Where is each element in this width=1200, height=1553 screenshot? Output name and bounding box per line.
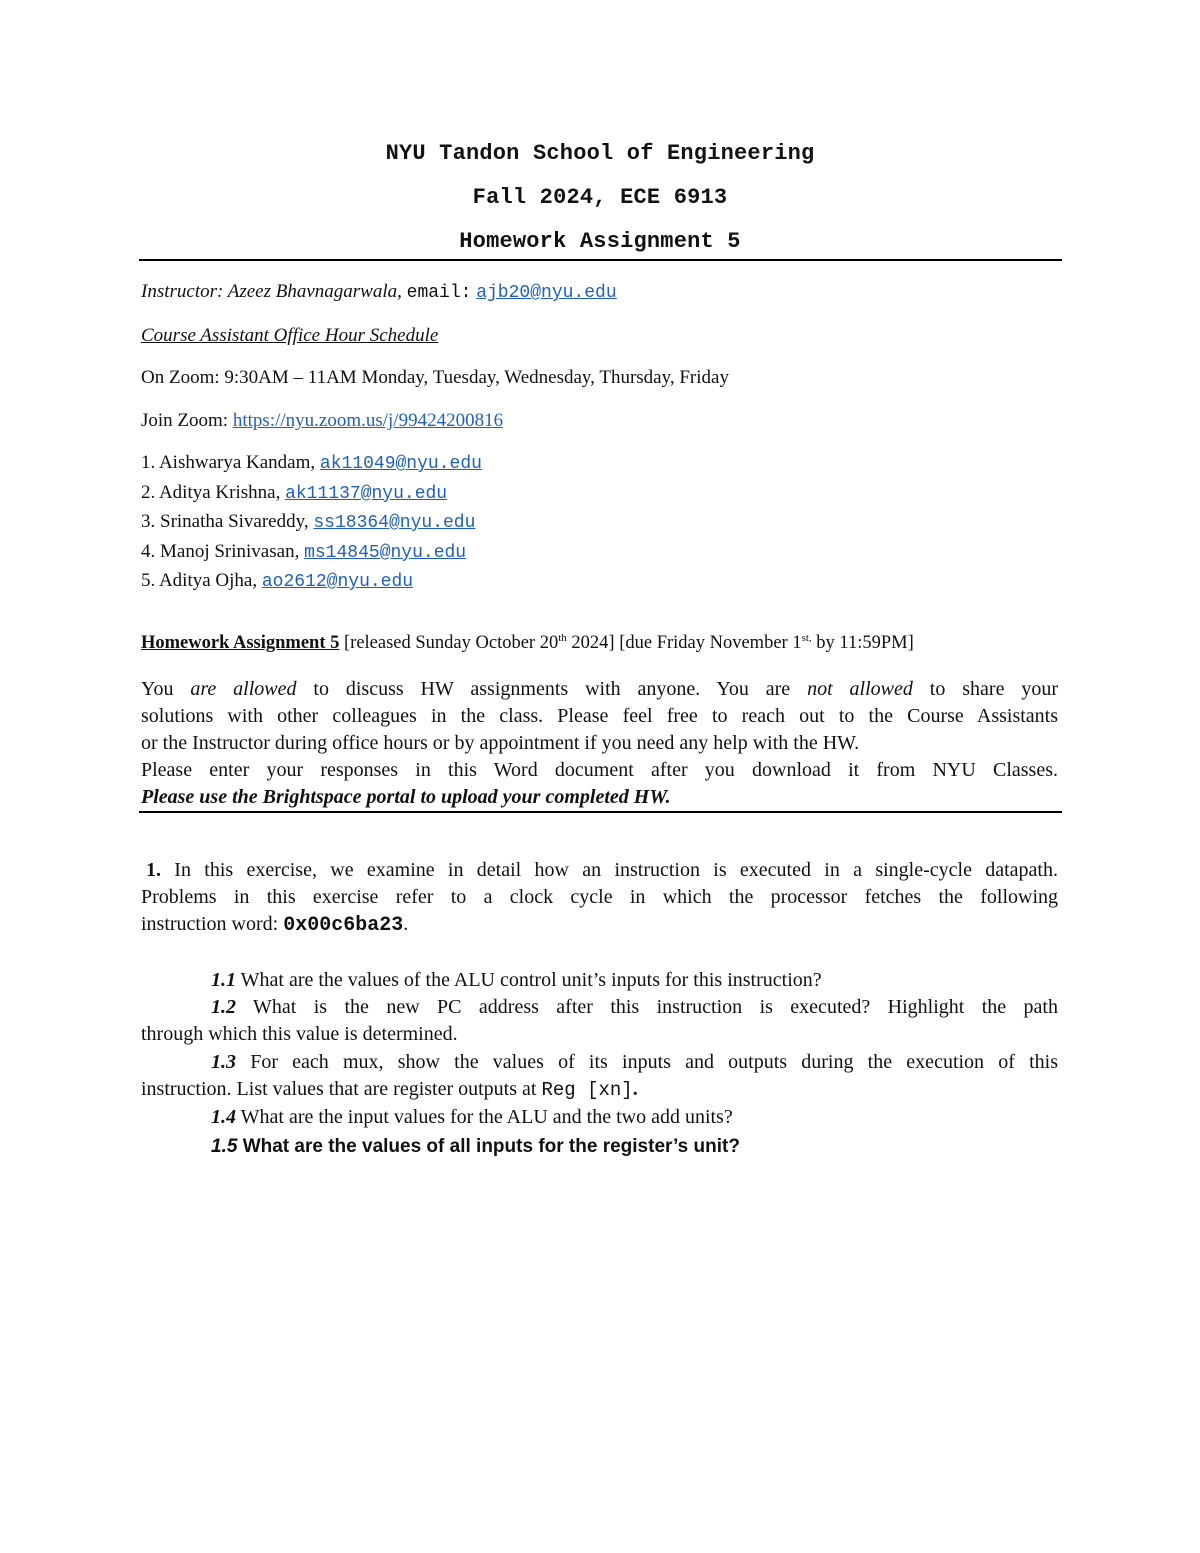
list-item (141, 479, 482, 509)
zoom-link[interactable]: https://nyu.zoom.us/j/99424200816 (232, 410, 504, 431)
list-item (141, 449, 482, 479)
join-zoom-line (141, 410, 503, 432)
question-1-2: 1.2 What is the new PC address after this instruction is executed? Highlight the path through which this value is determined. (141, 996, 1058, 1045)
policy-divider (139, 811, 1062, 813)
exercise-line-2: Problems in this exercise refer to a clock cycle in which the processor fetches the following (141, 886, 1058, 908)
list-item (141, 538, 482, 568)
register-code: Reg [xn] (541, 1079, 633, 1101)
question-label: 1.3 (211, 1051, 236, 1073)
list-number: 5. (141, 570, 156, 591)
hw-release-line (141, 633, 914, 654)
policy-paragraph (141, 676, 1058, 811)
question-1-5: 1.5 What are the values of all inputs for the register’s unit? (211, 1136, 740, 1157)
instruction-word: 0x00c6ba23 (283, 914, 404, 937)
question-label: 1.5 (211, 1136, 238, 1157)
office-hours-heading: Course Assistant Office Hour Schedule (141, 325, 439, 346)
question-1-3: 1.3 For each mux, show the values of its inputs and outputs during the execution of this instruction. List values that are register outputs at Reg [xn]. (141, 1051, 1058, 1101)
instructor-name: Instructor: Azeez Bhavnagarwala, (141, 281, 402, 302)
list-item (141, 508, 482, 538)
assistant-name: Manoj Srinivasan, (160, 540, 300, 562)
question-label: 1.2 (211, 996, 236, 1018)
school-title: NYU Tandon School of Engineering (385, 141, 815, 166)
policy-line-2: solutions with other colleagues in the class. Please feel free to reach out to the Course Assistants (141, 705, 1058, 727)
zoom-schedule: On Zoom: 9:30AM – 11AM Monday, Tuesday, Wednesday, Thursday, Friday (141, 367, 729, 388)
list-number: 1. (141, 452, 156, 473)
list-number: 3. (141, 511, 156, 532)
due-sup: st, (801, 631, 812, 644)
policy-line-4: Please enter your responses in this Word document after you download it from NYU Classes. (141, 759, 1058, 781)
due-text: 2024] [due Friday November 1 (566, 633, 802, 653)
header-divider (139, 259, 1062, 261)
assistant-email-link[interactable]: ao2612@nyu.edu (261, 572, 414, 592)
question-1-4: 1.4 What are the input values for the ALU and the two add units? (211, 1106, 733, 1128)
list-number: 2. (141, 481, 156, 503)
exercise-line-1: 1. In this exercise, we examine in detail how an instruction is executed in a single-cycle datapath. (146, 859, 1058, 881)
assistant-name: Aishwarya Kandam, (158, 452, 316, 473)
assistant-list (141, 449, 482, 597)
exercise-line-3: instruction word: 0x00c6ba23. (141, 913, 409, 937)
assignment-title: Homework Assignment 5 (459, 229, 741, 254)
policy-line-3: or the Instructor during office hours or by appointment if you need any help with the HW. (141, 732, 860, 754)
assistant-name: Aditya Ojha, (158, 570, 258, 591)
release-text: [released Sunday October 20 (339, 633, 559, 653)
question-1-1: 1.1 What are the values of the ALU control unit’s inputs for this instruction? (211, 969, 822, 991)
assistant-email-link[interactable]: ms14845@nyu.edu (304, 542, 467, 563)
assistant-name: Aditya Krishna, (158, 481, 281, 503)
question-label: 1.4 (211, 1106, 236, 1128)
instructor-email-link[interactable]: ajb20@nyu.edu (476, 283, 617, 303)
exercise-number: 1. (146, 859, 161, 881)
join-zoom-label: Join Zoom: (141, 410, 233, 431)
policy-line-5: Please use the Brightspace portal to upload your completed HW. (141, 786, 671, 808)
instructor-line (141, 281, 617, 303)
list-number: 4. (141, 540, 156, 562)
policy-line-1: You are allowed to discuss HW assignments with anyone. You are not allowed to share your (141, 678, 1059, 700)
term-course-title: Fall 2024, ECE 6913 (472, 185, 728, 210)
hw-title: Homework Assignment 5 (141, 633, 340, 653)
release-sup: th (558, 631, 567, 644)
question-label: 1.1 (211, 969, 236, 991)
assistant-email-link[interactable]: ak11137@nyu.edu (285, 483, 448, 504)
list-item (141, 567, 482, 597)
due-time: by 11:59PM] (811, 633, 914, 653)
email-label: email: (406, 283, 472, 303)
exercise-intro (141, 857, 1058, 939)
assistant-email-link[interactable]: ss18364@nyu.edu (313, 513, 476, 533)
assistant-email-link[interactable]: ak11049@nyu.edu (319, 454, 482, 474)
assistant-name: Srinatha Sivareddy, (160, 511, 309, 532)
